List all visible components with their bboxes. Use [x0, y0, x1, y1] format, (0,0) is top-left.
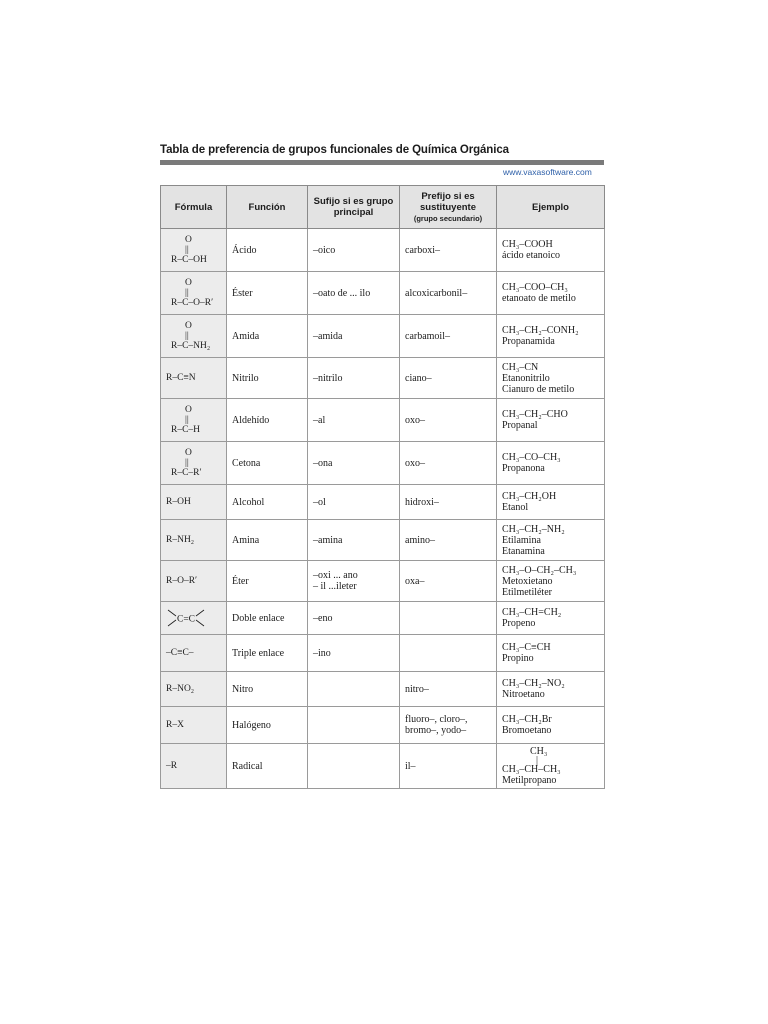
sufijo-cell: –nitrilo	[308, 358, 400, 399]
ejemplo-cell	[497, 399, 605, 442]
formula-main: R–C–OH	[171, 255, 207, 265]
table-row	[161, 520, 605, 561]
formula-cell	[161, 602, 227, 635]
formula-cell: R–X	[161, 707, 227, 744]
sufijo-cell: –oato de ... ilo	[308, 272, 400, 315]
funcion-cell: Cetona	[227, 442, 308, 485]
ejemplo-branch-bond: |	[536, 755, 539, 766]
table-row	[161, 672, 605, 707]
ejemplo-line: Nitroetano	[502, 689, 545, 700]
prefijo-cell: oxo–	[400, 442, 497, 485]
funcion-cell: Radical	[227, 744, 308, 789]
prefijo-cell: nitro–	[400, 672, 497, 707]
sufijo-cell	[308, 744, 400, 789]
ejemplo-line: CH₃–CH–CH₃	[502, 764, 561, 775]
ejemplo-line: Metilpropano	[502, 775, 557, 786]
ejemplo-cell	[497, 358, 605, 399]
sufijo-cell: –ona	[308, 442, 400, 485]
ejemplo-line: CH₃–CO–CH₃	[502, 452, 561, 463]
table-row	[161, 602, 605, 635]
header-sufijo: Sufijo si es grupo principal	[308, 186, 400, 229]
ejemplo-line: Metoxietano	[502, 575, 553, 587]
funcion-cell: Aldehído	[227, 399, 308, 442]
ejemplo-line: Cianuro de metilo	[502, 383, 575, 395]
formula-double-bond: ||	[185, 458, 189, 468]
funcion-cell: Ácido	[227, 229, 308, 272]
formula-double-bond: ||	[185, 415, 189, 425]
ejemplo-line: Propino	[502, 653, 534, 664]
table-row	[161, 744, 605, 789]
ejemplo-line: Etilamina	[502, 534, 541, 546]
sufijo-cell	[308, 707, 400, 744]
formula-oxygen: O	[185, 405, 192, 415]
ejemplo-cell	[497, 520, 605, 561]
ejemplo-line: CH₃–CH₂–NO₂	[502, 678, 565, 689]
formula-main: R–C–H	[171, 425, 201, 435]
funcion-cell: Alcohol	[227, 485, 308, 520]
ejemplo-line: CH₃–CH₂–CONH₂	[502, 325, 579, 336]
prefijo-cell: carboxi–	[400, 229, 497, 272]
ejemplo-cell	[497, 442, 605, 485]
formula-cell: R–OH	[161, 485, 227, 520]
table-row	[161, 272, 605, 315]
ejemplo-line: CH₃–O–CH₂–CH₃	[502, 564, 577, 576]
sufijo-cell: –amida	[308, 315, 400, 358]
ejemplo-line: Etanol	[502, 502, 529, 513]
ejemplo-line: Propeno	[502, 618, 536, 629]
formula-cell: –R	[161, 744, 227, 789]
prefijo-cell: oxa–	[400, 561, 497, 602]
funcion-cell: Éter	[227, 561, 308, 602]
ejemplo-line: Etanonitrilo	[502, 372, 550, 384]
funcion-cell: Halógeno	[227, 707, 308, 744]
table-row	[161, 229, 605, 272]
sufijo-cell: –amina	[308, 520, 400, 561]
formula-cell: R–NO₂	[161, 672, 227, 707]
funcion-cell: Éster	[227, 272, 308, 315]
formula-cell	[161, 442, 227, 485]
site-url: www.vaxasoftware.com	[503, 167, 592, 177]
funcion-cell: Nitrilo	[227, 358, 308, 399]
prefijo-cell: amino–	[400, 520, 497, 561]
ejemplo-line: CH₃–C≡CH	[502, 642, 551, 653]
funcion-cell: Nitro	[227, 672, 308, 707]
ejemplo-branch-methyl: CH₃	[530, 746, 548, 757]
formula-cell	[161, 315, 227, 358]
table-row	[161, 399, 605, 442]
header-row	[161, 186, 605, 229]
sufijo-cell: –oico	[308, 229, 400, 272]
prefijo-cell	[400, 602, 497, 635]
ejemplo-line: CH₃–CH₂–CHO	[502, 409, 568, 420]
ejemplo-cell	[497, 229, 605, 272]
ejemplo-line: Propanal	[502, 420, 538, 431]
funcion-cell: Amina	[227, 520, 308, 561]
formula-cell	[161, 399, 227, 442]
header-formula: Fórmula	[161, 186, 227, 229]
alkene-structure	[166, 607, 206, 629]
ejemplo-line: etanoato de metilo	[502, 293, 576, 304]
formula-main: R–C–O–R′	[171, 298, 214, 308]
table-row	[161, 635, 605, 672]
prefijo-line: bromo–, yodo–	[405, 725, 467, 736]
funcion-cell: Triple enlace	[227, 635, 308, 672]
prefijo-cell: carbamoil–	[400, 315, 497, 358]
formula-cell: R–NH₂	[161, 520, 227, 561]
sufijo-cell: –ino	[308, 635, 400, 672]
formula-double-bond: ||	[185, 245, 189, 255]
formula-cell: R–O–R′	[161, 561, 227, 602]
ejemplo-cell	[497, 315, 605, 358]
prefijo-cell: hidroxi–	[400, 485, 497, 520]
header-funcion: Función	[227, 186, 308, 229]
sufijo-cell: –ol	[308, 485, 400, 520]
prefijo-cell: ciano–	[400, 358, 497, 399]
formula-oxygen: O	[185, 448, 192, 458]
funcion-cell: Doble enlace	[227, 602, 308, 635]
ejemplo-cell	[497, 272, 605, 315]
table-row	[161, 485, 605, 520]
table-row	[161, 561, 605, 602]
funcion-cell: Amida	[227, 315, 308, 358]
sufijo-cell	[308, 672, 400, 707]
ejemplo-line: CH₃–CH₂Br	[502, 714, 552, 725]
formula-main: R–C–NH₂	[171, 341, 211, 351]
table-row	[161, 442, 605, 485]
ejemplo-line: CH₃–CN	[502, 361, 539, 373]
sufijo-cell: –eno	[308, 602, 400, 635]
ejemplo-line: CH₃–CH=CH₂	[502, 607, 562, 618]
sufijo-cell	[308, 561, 400, 602]
ejemplo-cell	[497, 707, 605, 744]
sufijo-line: –oxi ... ano	[313, 570, 358, 581]
ejemplo-cell	[497, 485, 605, 520]
alkene-label: C=C	[176, 614, 196, 625]
alkene-structure-svg	[166, 607, 206, 629]
prefijo-cell	[400, 707, 497, 744]
formula-main: R–C–R′	[171, 468, 202, 478]
formula-cell	[161, 229, 227, 272]
header-prefijo-label: Prefijo si es sustituyente	[420, 190, 476, 213]
formula-cell	[161, 272, 227, 315]
formula-double-bond: ||	[185, 288, 189, 298]
ejemplo-line: ácido etanoico	[502, 250, 561, 261]
formula-cell: –C≡C–	[161, 635, 227, 672]
ejemplo-cell	[497, 602, 605, 635]
ejemplo-cell	[497, 561, 605, 602]
table-row	[161, 707, 605, 744]
header-prefijo-sub: (grupo secundario)	[413, 213, 483, 223]
ejemplo-line: CH₃–COOH	[502, 239, 553, 250]
ejemplo-line: Propanamida	[502, 336, 555, 347]
prefijo-cell: il–	[400, 744, 497, 789]
prefijo-line: fluoro–, cloro–,	[405, 714, 468, 725]
formula-oxygen: O	[185, 235, 192, 245]
title-rule	[160, 160, 604, 165]
ejemplo-cell	[497, 744, 605, 789]
formula-double-bond: ||	[185, 331, 189, 341]
functional-groups-table	[160, 185, 605, 789]
ejemplo-cell	[497, 635, 605, 672]
ejemplo-line: Etanamina	[502, 545, 545, 557]
ejemplo-line: Etilmetiléter	[502, 586, 552, 598]
sufijo-cell: –al	[308, 399, 400, 442]
ejemplo-cell	[497, 672, 605, 707]
ejemplo-line: CH₃–CH₂–NH₂	[502, 523, 565, 535]
prefijo-cell	[400, 635, 497, 672]
sufijo-line: – il ...ileter	[313, 581, 357, 592]
prefijo-cell: alcoxicarbonil–	[400, 272, 497, 315]
header-ejemplo: Ejemplo	[497, 186, 605, 229]
table-row	[161, 358, 605, 399]
ejemplo-line: CH₃–COO–CH₃	[502, 282, 568, 293]
ejemplo-line: Bromoetano	[502, 725, 552, 736]
ejemplo-line: Propanona	[502, 463, 545, 474]
ejemplo-line: CH₃–CH₂OH	[502, 491, 557, 502]
formula-oxygen: O	[185, 321, 192, 331]
page-title: Tabla de preferencia de grupos funcionales de Química Orgánica	[160, 144, 509, 156]
formula-oxygen: O	[185, 278, 192, 288]
table-row	[161, 315, 605, 358]
formula-cell: R–C≡N	[161, 358, 227, 399]
header-prefijo	[400, 186, 497, 229]
prefijo-cell: oxo–	[400, 399, 497, 442]
